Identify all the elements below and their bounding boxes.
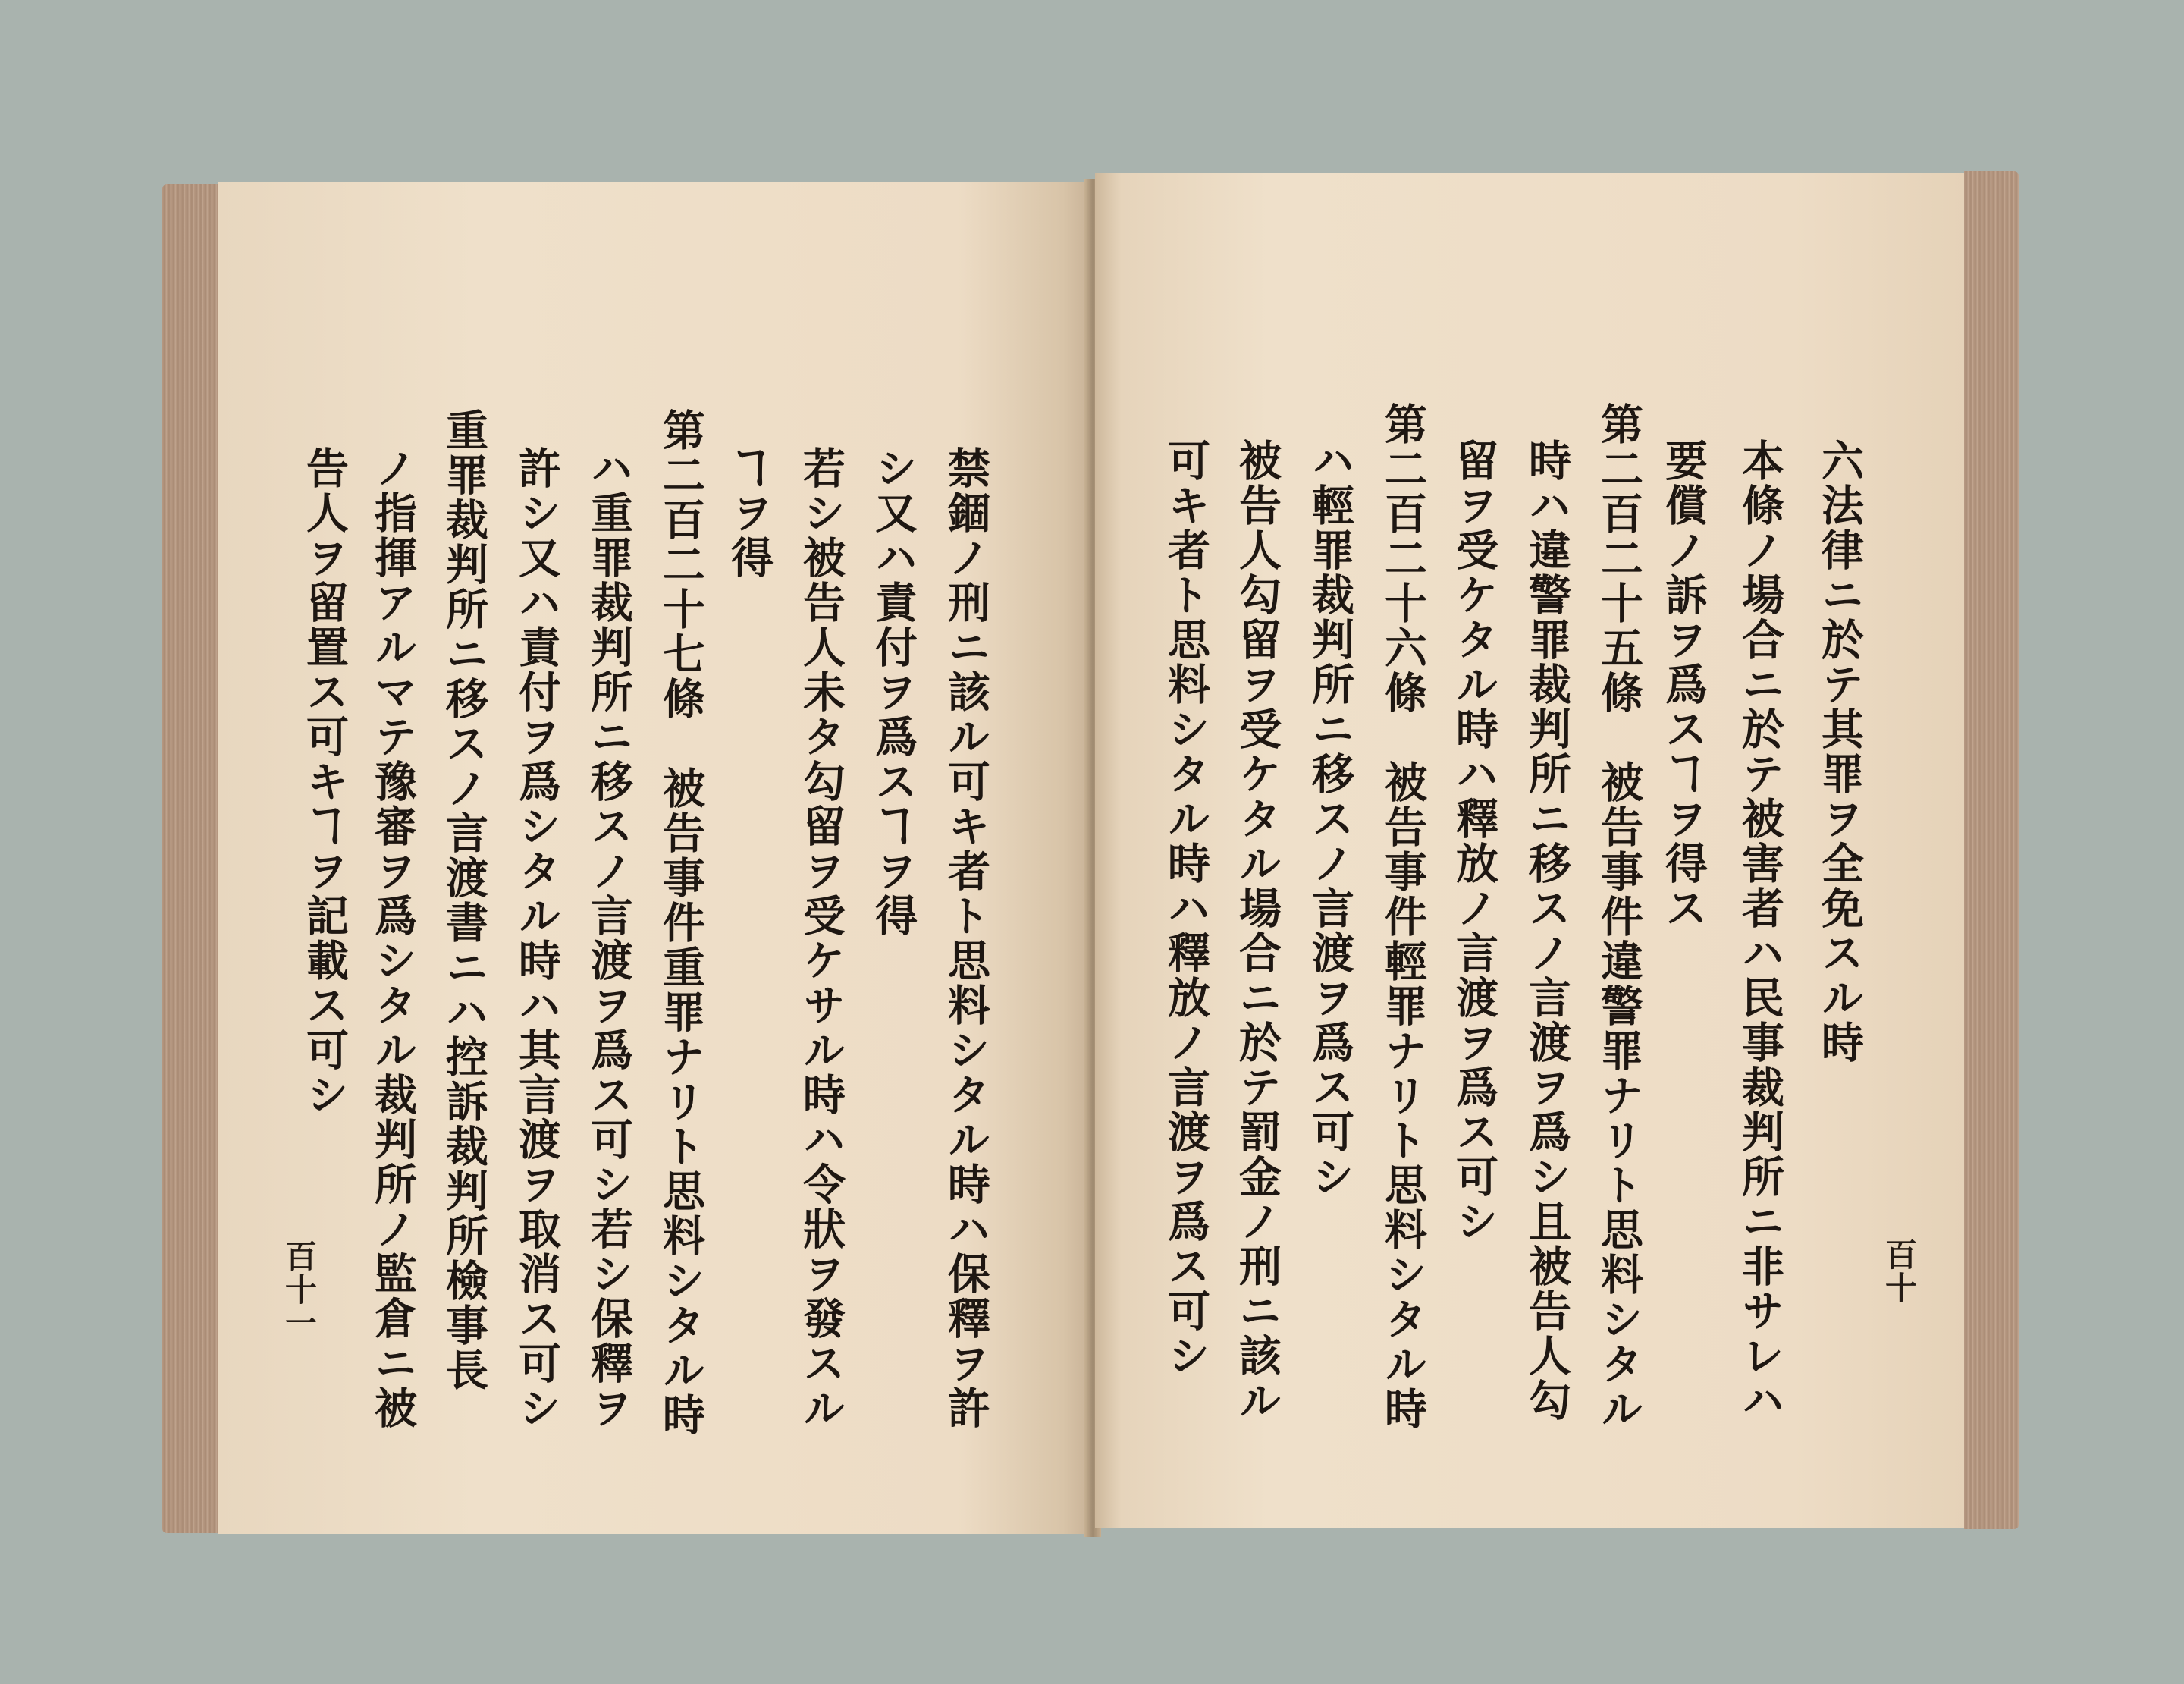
left-column-3: 若シ被告人未タ勾留ヲ受ケサル時ハ令狀ヲ發スル (796, 446, 846, 1431)
right-column-9: 被告人勾留ヲ受ケタル場合ニ於テ罰金ノ刑ニ該ル (1232, 438, 1282, 1423)
left-column-5: 第二百二十七條 被告事件重罪ナリト思料シタル時 (656, 408, 706, 1437)
left-column-10: 告人ヲ留置ス可キヿヲ記載ス可シ (300, 446, 350, 1117)
right-column-10: 可キ者ト思料シタル時ハ釋放ノ言渡ヲ爲ス可シ (1161, 438, 1211, 1378)
left-column-9: ノ指揮アルマテ豫審ヲ爲シタル裁判所ノ監倉ニ被 (368, 446, 418, 1431)
right-column-4: 第二百二十五條 被告事件違警罪ナリト思料シタル (1594, 402, 1644, 1431)
left-column-8: 重罪裁判所ニ移スノ言渡書ニハ控訴裁判所檢事長 (439, 408, 489, 1393)
right-page-edge (1964, 171, 2019, 1529)
right-column-3: 要償ノ訴ヲ爲スヿヲ得ス (1658, 438, 1709, 931)
right-column-1: 六法律ニ於テ其罪ヲ全免スル時 (1815, 438, 1865, 1065)
right-column-7: 第二百二十六條 被告事件輕罪ナリト思料シタル時 (1378, 402, 1428, 1431)
left-column-1: 禁錮ノ刑ニ該ル可キ者ト思料シタル時ハ保釋ヲ許 (941, 446, 991, 1431)
right-column-5: 時ハ違警罪裁判所ニ移スノ言渡ヲ爲シ且被告人勾 (1522, 438, 1572, 1423)
left-page-edge (162, 184, 221, 1533)
left-page-number: 百十一 (281, 1239, 318, 1340)
right-column-8: ハ輕罪裁判所ニ移スノ言渡ヲ爲ス可シ (1305, 438, 1355, 1199)
left-column-2: シ又ハ責付ヲ爲スヿヲ得 (868, 446, 918, 938)
left-column-6: ハ重罪裁判所ニ移スノ言渡ヲ爲ス可シ若シ保釋ヲ (584, 446, 634, 1431)
left-column-7: 許シ又ハ責付ヲ爲シタル時ハ其言渡ヲ取消ス可シ (512, 446, 562, 1431)
right-column-2: 本條ノ場合ニ於テ被害者ハ民事裁判所ニ非サレハ (1735, 438, 1785, 1423)
right-page-number: 百十 (1881, 1238, 1918, 1305)
left-column-4: ヿヲ得 (724, 446, 774, 580)
right-column-6: 留ヲ受ケタル時ハ釋放ノ言渡ヲ爲ス可シ (1449, 438, 1499, 1244)
